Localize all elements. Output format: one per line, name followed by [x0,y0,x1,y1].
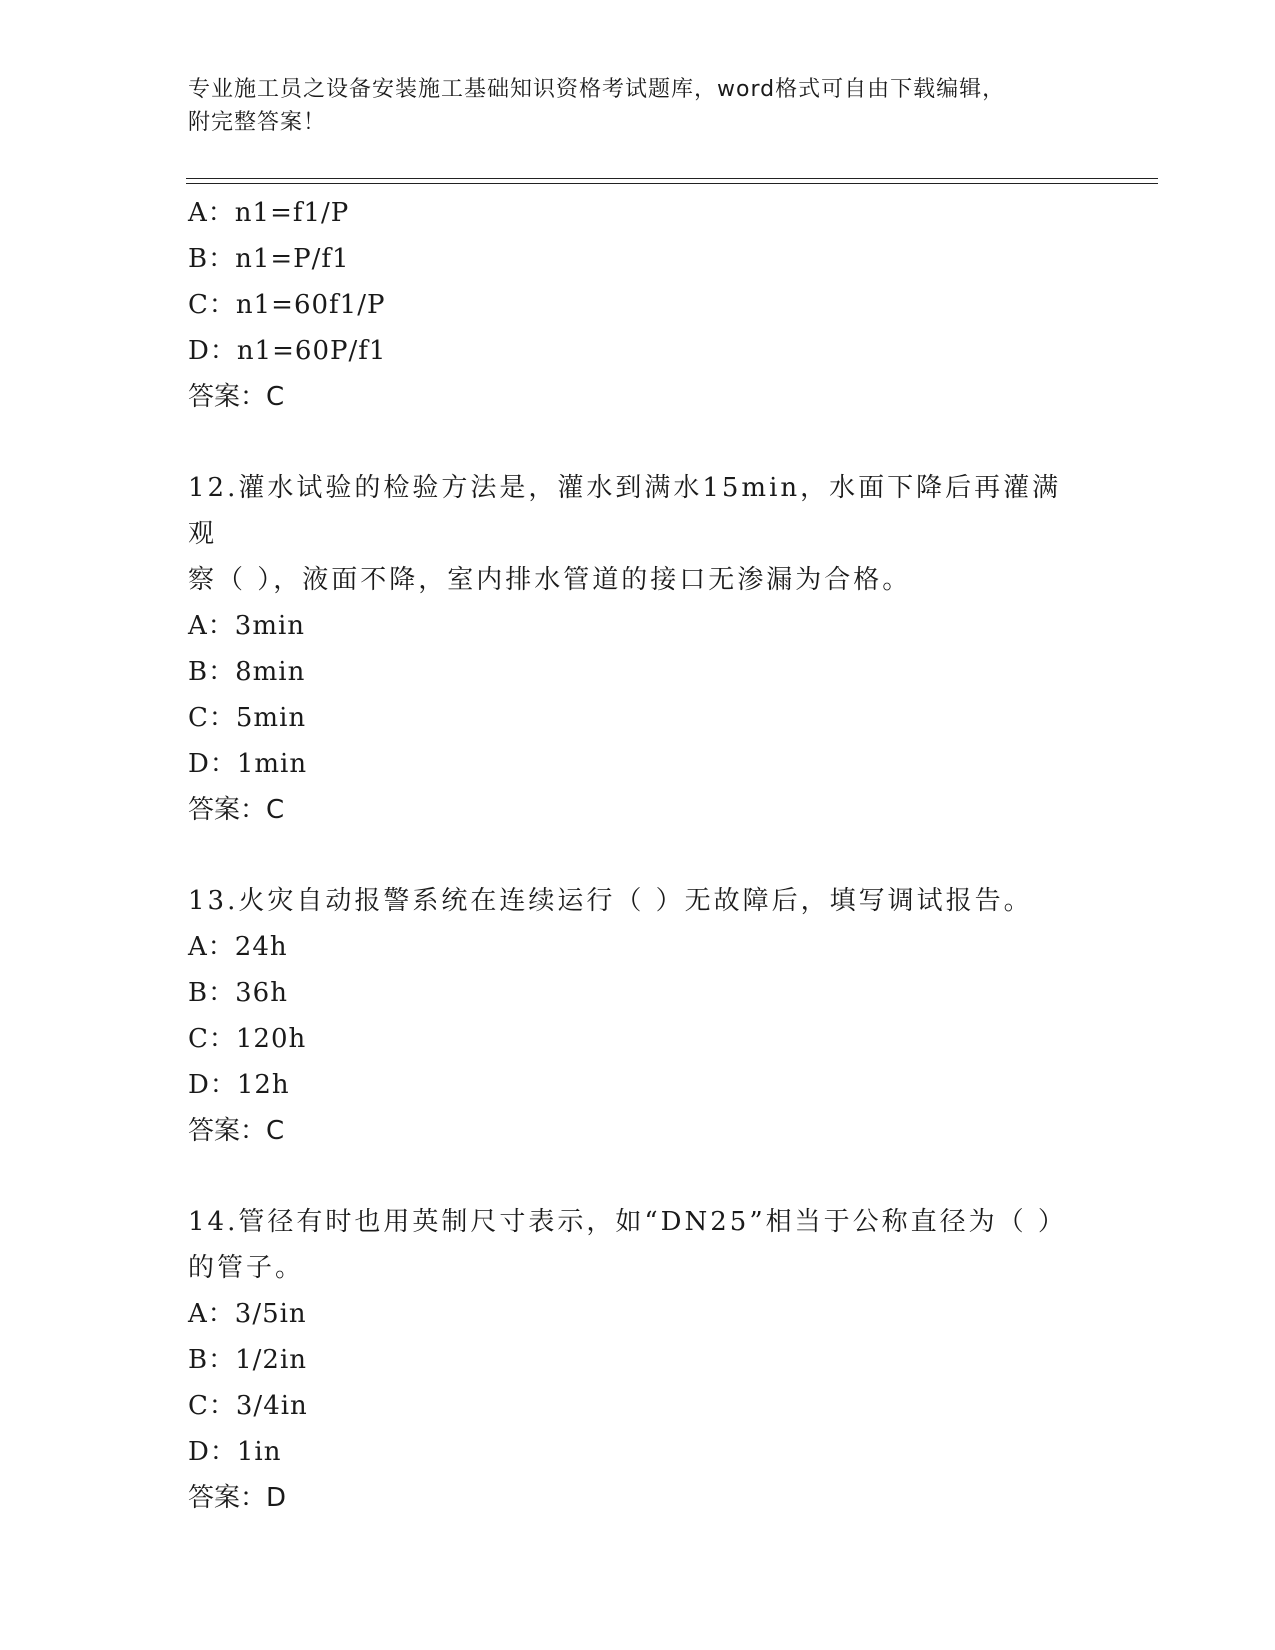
option-b: B：1/2in [188,1345,308,1375]
option-c: C：5min [188,703,307,733]
question-13 [188,878,1148,1154]
option-d: D：n1=60P/f1 [188,336,387,366]
option-d: D：1min [188,749,308,779]
answer: 答案：D [188,1483,287,1513]
option-b: B：36h [188,978,288,1008]
option-d: D：12h [188,1070,290,1100]
header-line-2: 附完整答案！ [188,110,327,135]
answer: 答案：C [188,1116,285,1146]
question-14 [188,1199,1148,1521]
question-12 [188,465,1148,833]
option-d: D：1in [188,1437,282,1467]
document-header [188,73,1088,139]
question-text-line-2: 的管子。 [188,1253,305,1283]
question-text-line-1: 14.管径有时也用英制尺寸表示，如“DN25”相当于公称直径为（ ） [188,1207,1067,1237]
question-text [188,465,1088,603]
option-a: A：3/5in [188,1299,307,1329]
answer: 答案：C [188,795,285,825]
header-divider-bottom [186,183,1158,184]
question-text [188,1199,1088,1291]
option-a: A：3min [188,611,306,641]
option-c: C：120h [188,1024,307,1054]
question-text-line-2: 察（ ），液面不降，室内排水管道的接口无渗漏为合格。 [188,565,912,595]
question-text-line-1: 12.灌水试验的检验方法是，灌水到满水15min，水面下降后再灌满观 [188,473,1062,549]
question-list [188,190,1148,1521]
option-b: B：n1=P/f1 [188,244,350,274]
question-text [188,878,1088,924]
header-line-1: 专业施工员之设备安装施工基础知识资格考试题库，word格式可自由下载编辑， [188,77,1006,102]
option-c: C：3/4in [188,1391,308,1421]
header-divider-top [186,178,1158,179]
option-c: C：n1=60f1/P [188,290,386,320]
answer: 答案：C [188,382,285,412]
option-a: A：n1=f1/P [188,198,350,228]
question-text-line-1: 13.火灾自动报警系统在连续运行（ ）无故障后，填写调试报告。 [188,886,1033,916]
option-b: B：8min [188,657,306,687]
question-11 [188,190,1148,420]
option-a: A：24h [188,932,288,962]
